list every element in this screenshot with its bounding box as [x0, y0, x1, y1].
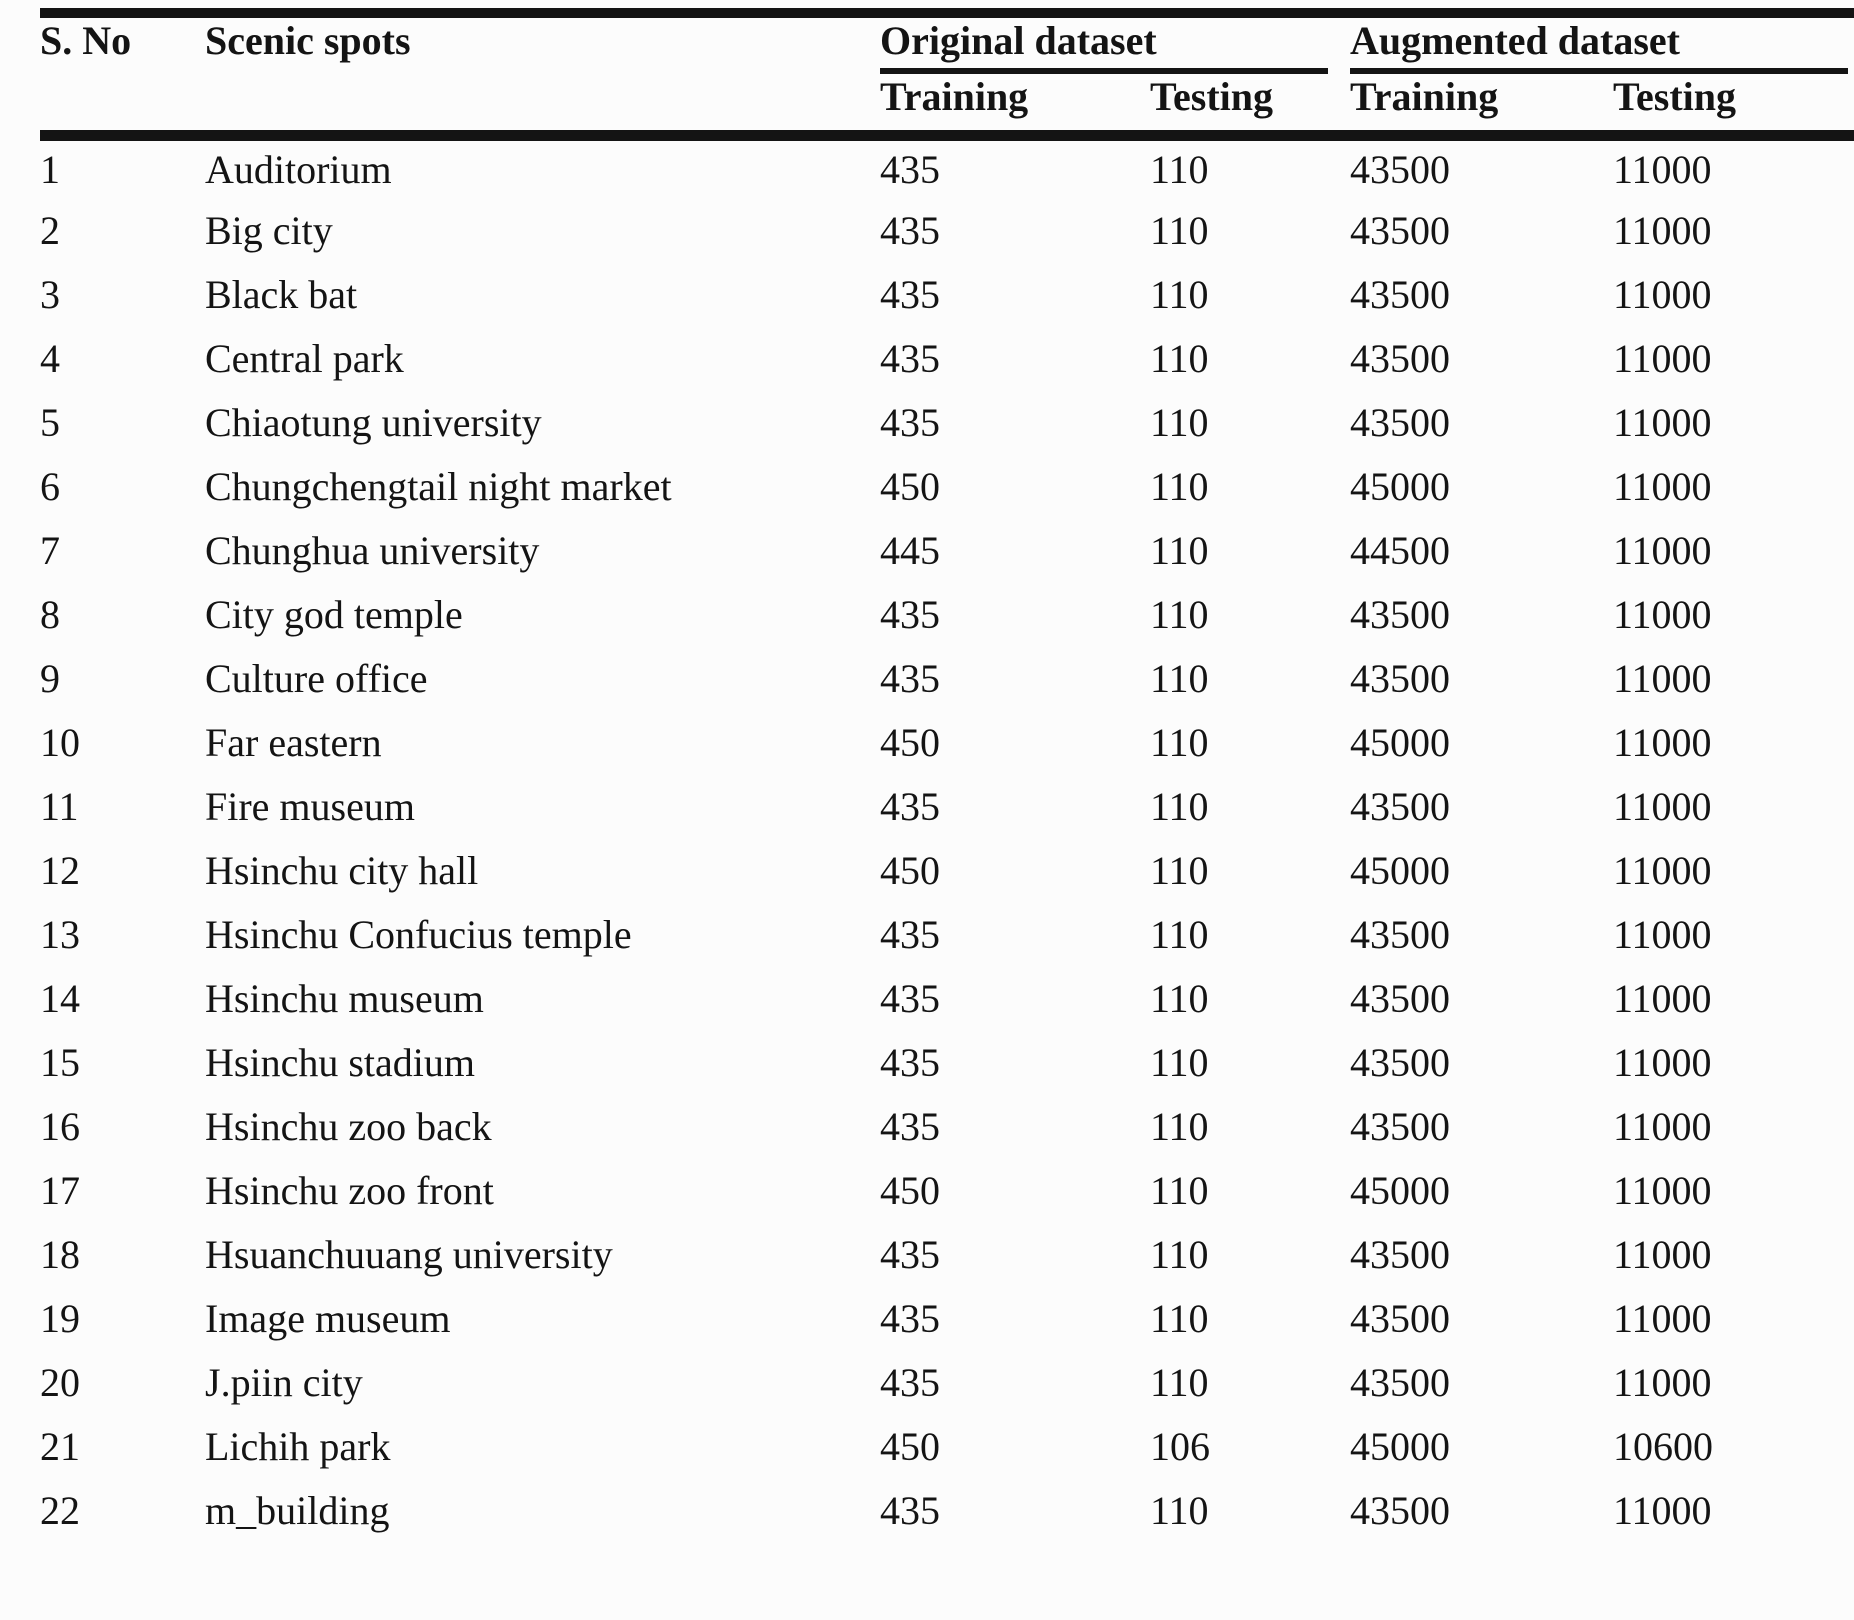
original-testing-cell: 110 — [1150, 848, 1209, 893]
sno-cell: 9 — [40, 656, 60, 701]
original-testing-cell: 110 — [1150, 976, 1209, 1021]
original-training-cell: 435 — [880, 336, 940, 381]
original-training-cell: 435 — [880, 1040, 940, 1085]
scenic-spot-cell: Central park — [205, 336, 404, 381]
col-header-original-testing: Testing — [1150, 74, 1350, 135]
table-row — [40, 199, 1854, 263]
col-header-augmented-testing: Testing — [1613, 74, 1854, 135]
table-row — [40, 583, 1854, 647]
original-testing-cell: 110 — [1150, 720, 1209, 765]
table-row — [40, 1479, 1854, 1543]
scenic-spot-cell: Hsinchu zoo front — [205, 1168, 494, 1213]
sno-cell: 18 — [40, 1232, 80, 1277]
table-row — [40, 839, 1854, 903]
original-testing-cell: 110 — [1150, 1488, 1209, 1533]
sno-cell: 16 — [40, 1104, 80, 1149]
original-testing-cell: 110 — [1150, 912, 1209, 957]
augmented-training-cell: 45000 — [1350, 464, 1451, 509]
augmented-testing-cell: 11000 — [1613, 1296, 1712, 1341]
augmented-training-cell: 43500 — [1350, 1296, 1451, 1341]
augmented-training-cell: 43500 — [1350, 1104, 1451, 1149]
original-testing-cell: 110 — [1150, 1360, 1209, 1405]
original-testing-cell: 110 — [1150, 784, 1209, 829]
augmented-training-cell: 43500 — [1350, 208, 1451, 253]
scenic-spot-cell: Hsinchu city hall — [205, 848, 479, 893]
augmented-testing-cell: 11000 — [1613, 528, 1712, 573]
augmented-training-cell: 43500 — [1350, 146, 1451, 192]
scenic-spot-cell: Hsuanchuuang university — [205, 1232, 613, 1277]
original-training-cell: 435 — [880, 272, 940, 317]
original-training-cell: 435 — [880, 146, 940, 192]
table-row — [40, 775, 1854, 839]
sno-cell: 11 — [40, 784, 79, 829]
scenic-spot-cell: Fire museum — [205, 784, 415, 829]
sno-cell: 17 — [40, 1168, 80, 1213]
augmented-testing-cell: 11000 — [1613, 400, 1712, 445]
scenic-spot-cell: Chunghua university — [205, 528, 540, 573]
sno-cell: 7 — [40, 528, 60, 573]
original-training-cell: 435 — [880, 656, 940, 701]
augmented-testing-cell: 11000 — [1613, 784, 1712, 829]
original-testing-cell: 110 — [1150, 592, 1209, 637]
sno-cell: 22 — [40, 1488, 80, 1533]
sno-cell: 10 — [40, 720, 80, 765]
scenic-spot-cell: Culture office — [205, 656, 428, 701]
augmented-testing-cell: 11000 — [1613, 336, 1712, 381]
col-header-original-training: Training — [880, 74, 1150, 135]
augmented-training-cell: 43500 — [1350, 656, 1451, 701]
scenic-spot-cell: Image museum — [205, 1296, 451, 1341]
original-training-cell: 435 — [880, 784, 940, 829]
augmented-testing-cell: 11000 — [1613, 1360, 1712, 1405]
original-training-cell: 435 — [880, 1104, 940, 1149]
table-row — [40, 711, 1854, 775]
scenic-spot-cell: m_building — [205, 1488, 390, 1533]
original-training-cell: 435 — [880, 912, 940, 957]
table-row — [40, 391, 1854, 455]
scenic-spot-cell: Hsinchu zoo back — [205, 1104, 492, 1149]
augmented-testing-cell: 11000 — [1613, 592, 1712, 637]
augmented-training-cell: 45000 — [1350, 1424, 1451, 1469]
col-header-augmented-training: Training — [1350, 74, 1613, 135]
augmented-testing-cell: 11000 — [1613, 1232, 1712, 1277]
augmented-testing-cell: 11000 — [1613, 976, 1712, 1021]
augmented-training-cell: 43500 — [1350, 336, 1451, 381]
scenic-spot-cell: J.piin city — [205, 1360, 363, 1405]
original-training-cell: 450 — [880, 720, 940, 765]
table-row — [40, 967, 1854, 1031]
sno-cell: 19 — [40, 1296, 80, 1341]
scenic-spot-cell: Lichih park — [205, 1424, 391, 1469]
augmented-testing-cell: 11000 — [1613, 272, 1712, 317]
augmented-training-cell: 43500 — [1350, 272, 1451, 317]
original-testing-cell: 110 — [1150, 272, 1209, 317]
original-testing-cell: 110 — [1150, 208, 1209, 253]
original-training-cell: 435 — [880, 400, 940, 445]
scenic-spot-cell: Auditorium — [205, 146, 392, 192]
original-testing-cell: 110 — [1150, 1296, 1209, 1341]
scenic-spot-cell: Far eastern — [205, 720, 382, 765]
original-testing-cell: 110 — [1150, 656, 1209, 701]
original-training-cell: 435 — [880, 592, 940, 637]
dataset-table — [40, 8, 1854, 1543]
augmented-training-cell: 43500 — [1350, 1488, 1451, 1533]
sno-cell: 13 — [40, 912, 80, 957]
augmented-training-cell: 43500 — [1350, 1232, 1451, 1277]
table-row — [40, 1223, 1854, 1287]
table-row — [40, 903, 1854, 967]
table-row — [40, 1095, 1854, 1159]
original-testing-cell: 110 — [1150, 1104, 1209, 1149]
scenic-spot-cell: Chungchengtail night market — [205, 464, 672, 509]
augmented-testing-cell: 11000 — [1613, 464, 1712, 509]
table-row — [40, 1287, 1854, 1351]
augmented-testing-cell: 10600 — [1613, 1424, 1714, 1469]
table-row — [40, 455, 1854, 519]
original-testing-cell: 110 — [1150, 400, 1209, 445]
augmented-training-cell: 45000 — [1350, 848, 1451, 893]
sno-cell: 8 — [40, 592, 60, 637]
table-row — [40, 1351, 1854, 1415]
col-header-sno: S. No — [40, 13, 205, 135]
augmented-training-cell: 43500 — [1350, 400, 1451, 445]
col-header-scenic-spots: Scenic spots — [205, 13, 880, 135]
table-row — [40, 647, 1854, 711]
scenic-spot-cell: Hsinchu stadium — [205, 1040, 475, 1085]
scenic-spot-cell: Hsinchu Confucius temple — [205, 912, 632, 957]
scenic-spot-cell: Hsinchu museum — [205, 976, 484, 1021]
table-header — [40, 13, 1854, 135]
augmented-testing-cell: 11000 — [1613, 656, 1712, 701]
original-training-cell: 435 — [880, 1360, 940, 1405]
original-testing-cell: 110 — [1150, 1232, 1209, 1277]
augmented-training-cell: 43500 — [1350, 976, 1451, 1021]
group-header-augmented-dataset: Augmented dataset — [1350, 13, 1854, 74]
sno-cell: 4 — [40, 336, 60, 381]
scenic-spot-cell: Chiaotung university — [205, 400, 542, 445]
sno-cell: 5 — [40, 400, 60, 445]
sno-cell: 3 — [40, 272, 60, 317]
original-training-cell: 445 — [880, 528, 940, 573]
sno-cell: 1 — [40, 146, 60, 192]
original-testing-cell: 110 — [1150, 528, 1209, 573]
augmented-testing-cell: 11000 — [1613, 1168, 1712, 1213]
sno-cell: 12 — [40, 848, 80, 893]
original-training-cell: 435 — [880, 1232, 940, 1277]
table-row — [40, 519, 1854, 583]
original-training-cell: 450 — [880, 1424, 940, 1469]
original-testing-cell: 110 — [1150, 146, 1209, 192]
original-testing-cell: 110 — [1150, 1168, 1209, 1213]
original-testing-cell: 110 — [1150, 1040, 1209, 1085]
table-row — [40, 327, 1854, 391]
scenic-spot-cell: City god temple — [205, 592, 463, 637]
original-testing-cell: 106 — [1150, 1424, 1210, 1469]
augmented-testing-cell: 11000 — [1613, 912, 1712, 957]
augmented-testing-cell: 11000 — [1613, 1040, 1712, 1085]
sno-cell: 14 — [40, 976, 80, 1021]
original-training-cell: 435 — [880, 976, 940, 1021]
table-row — [40, 1031, 1854, 1095]
original-training-cell: 450 — [880, 1168, 940, 1213]
original-training-cell: 450 — [880, 848, 940, 893]
augmented-training-cell: 43500 — [1350, 1040, 1451, 1085]
original-testing-cell: 110 — [1150, 336, 1209, 381]
augmented-testing-cell: 11000 — [1613, 208, 1712, 253]
table-row — [40, 263, 1854, 327]
augmented-testing-cell: 11000 — [1613, 848, 1712, 893]
augmented-training-cell: 45000 — [1350, 1168, 1451, 1213]
original-training-cell: 435 — [880, 208, 940, 253]
sno-cell: 15 — [40, 1040, 80, 1085]
table-row — [40, 1159, 1854, 1223]
augmented-testing-cell: 11000 — [1613, 146, 1712, 192]
augmented-training-cell: 44500 — [1350, 528, 1451, 573]
group-header-original-dataset: Original dataset — [880, 13, 1350, 74]
original-training-cell: 435 — [880, 1488, 940, 1533]
scenic-spot-cell: Big city — [205, 208, 333, 253]
augmented-training-cell: 45000 — [1350, 720, 1451, 765]
augmented-training-cell: 43500 — [1350, 912, 1451, 957]
table-body — [40, 135, 1854, 1543]
table-row — [40, 135, 1854, 199]
group-header-row — [40, 13, 1854, 74]
augmented-testing-cell: 11000 — [1613, 1488, 1712, 1533]
original-testing-cell: 110 — [1150, 464, 1209, 509]
sno-cell: 6 — [40, 464, 60, 509]
sno-cell: 20 — [40, 1360, 80, 1405]
original-training-cell: 435 — [880, 1296, 940, 1341]
augmented-training-cell: 43500 — [1350, 784, 1451, 829]
sno-cell: 2 — [40, 208, 60, 253]
scenic-spot-cell: Black bat — [205, 272, 358, 317]
augmented-testing-cell: 11000 — [1613, 1104, 1712, 1149]
sno-cell: 21 — [40, 1424, 80, 1469]
table-row — [40, 1415, 1854, 1479]
augmented-training-cell: 43500 — [1350, 1360, 1451, 1405]
augmented-training-cell: 43500 — [1350, 592, 1451, 637]
augmented-testing-cell: 11000 — [1613, 720, 1712, 765]
original-training-cell: 450 — [880, 464, 940, 509]
